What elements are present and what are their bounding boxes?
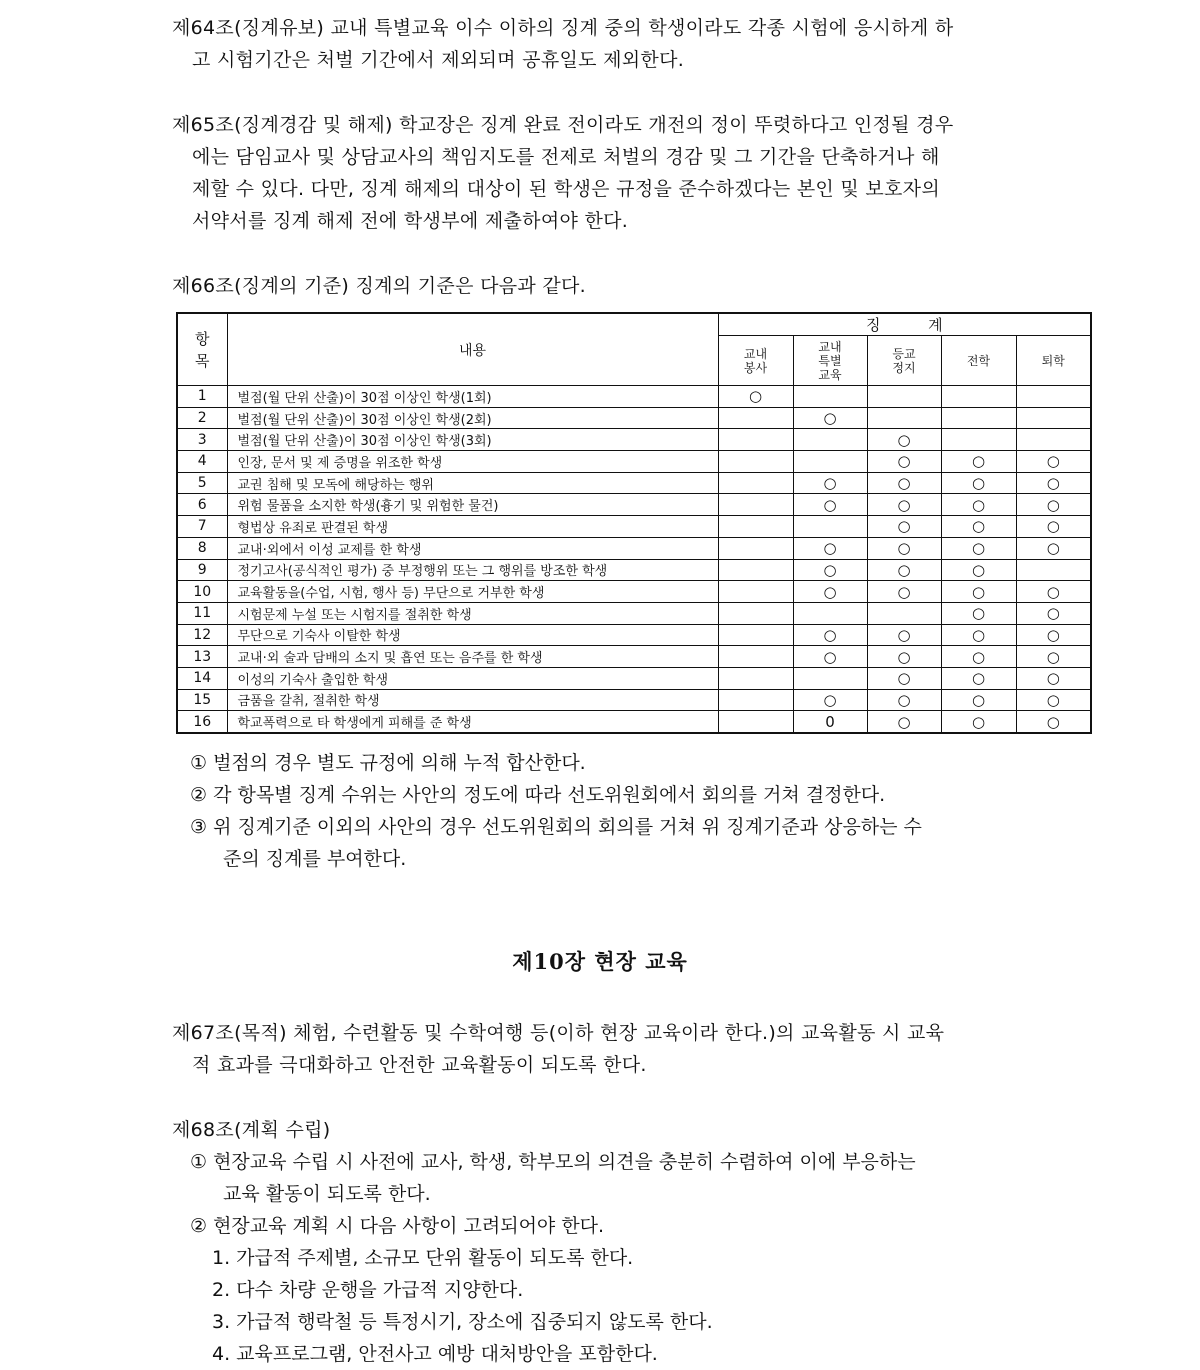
table-row: [177, 472, 1091, 494]
row-number: 14: [177, 667, 227, 689]
header-suspension: [867, 336, 941, 386]
article-68-clause-1-line-1: ① 현장교육 수립 시 사전에 교사, 학생, 학부모의 의견을 충분히 수렴하여 이에 부응하는: [190, 1151, 916, 1173]
table-row: [177, 429, 1091, 451]
table-row: [177, 581, 1091, 603]
note-1: ① 벌점의 경우 별도 규정에 의해 누적 합산한다.: [190, 752, 586, 774]
header-campus-service: [718, 336, 793, 386]
mark-transfer: ○: [941, 624, 1016, 646]
mark-campus-service: [718, 407, 793, 429]
table-row: [177, 559, 1091, 581]
table-row: [177, 407, 1091, 429]
header-special-education: [793, 336, 867, 386]
row-number: 1: [177, 386, 227, 408]
header-item-number: [177, 313, 227, 386]
article-67-line-1: 제67조(목적) 체험, 수련활동 및 수학여행 등(이하 현장 교육이라 한다.)의 교육활동 시 교육: [172, 1022, 945, 1044]
row-number: 5: [177, 472, 227, 494]
row-number: 12: [177, 624, 227, 646]
mark-transfer: ○: [941, 667, 1016, 689]
mark-campus-service: [718, 429, 793, 451]
note-3-line-2: 준의 징계를 부여한다.: [223, 848, 407, 870]
mark-suspension: ○: [867, 667, 941, 689]
row-content: 벌점(월 단위 산출)이 30점 이상인 학생(1회): [227, 386, 718, 408]
mark-suspension: ○: [867, 516, 941, 538]
article-65-line-4: 서약서를 징계 해제 전에 학생부에 제출하여야 한다.: [192, 210, 629, 232]
mark-special-education: [793, 429, 867, 451]
note-3-line-1: ③ 위 징계기준 이외의 사안의 경우 선도위원회의 회의를 거쳐 위 징계기준과 상응하는 수: [190, 816, 922, 838]
header-suspension-2: 정지: [892, 360, 916, 375]
row-number: 10: [177, 581, 227, 603]
note-2: ② 각 항목별 징계 수위는 사안의 정도에 따라 선도위원회에서 회의를 거쳐 결정한다.: [190, 784, 886, 806]
table-row: [177, 537, 1091, 559]
header-campus-service-1: 교내: [743, 346, 768, 361]
article-67-line-2: 적 효과를 극대화하고 안전한 교육활동이 되도록 한다.: [192, 1054, 647, 1076]
mark-special-education: 0: [793, 711, 867, 733]
article-68-items: [212, 1242, 713, 1370]
mark-expulsion: ○: [1016, 581, 1091, 603]
mark-campus-service: [718, 581, 793, 603]
mark-transfer: ○: [941, 537, 1016, 559]
table-row: [177, 646, 1091, 668]
mark-expulsion: ○: [1016, 646, 1091, 668]
mark-transfer: ○: [941, 711, 1016, 733]
row-number: 6: [177, 494, 227, 516]
table-row: [177, 602, 1091, 624]
header-campus-service-2: 봉사: [743, 360, 768, 375]
article-68-clause-2: ② 현장교육 계획 시 다음 사항이 고려되어야 한다.: [190, 1215, 605, 1237]
mark-suspension: ○: [867, 429, 941, 451]
mark-special-education: ○: [793, 537, 867, 559]
mark-campus-service: [718, 646, 793, 668]
mark-transfer: ○: [941, 472, 1016, 494]
article-64: [172, 12, 1030, 76]
mark-expulsion: ○: [1016, 602, 1091, 624]
header-transfer: 전학: [941, 336, 1016, 386]
mark-expulsion: ○: [1016, 624, 1091, 646]
mark-suspension: ○: [867, 494, 941, 516]
article-66: [172, 270, 1030, 302]
mark-special-education: [793, 602, 867, 624]
row-number: 2: [177, 407, 227, 429]
article-68-item-2: 2. 다수 차량 운행을 가급적 지양한다.: [212, 1279, 524, 1301]
row-content: 위험 물품을 소지한 학생(흉기 및 위험한 물건): [227, 494, 718, 516]
row-number: 7: [177, 516, 227, 538]
mark-suspension: ○: [867, 581, 941, 603]
row-content: 교내·외에서 이성 교제를 한 학생: [227, 537, 718, 559]
mark-suspension: ○: [867, 624, 941, 646]
mark-special-education: [793, 451, 867, 473]
mark-campus-service: ○: [718, 386, 793, 408]
mark-expulsion: [1016, 559, 1091, 581]
table-body: [177, 386, 1091, 734]
article-66-title: 제66조(징계의 기준) 징계의 기준은 다음과 같다.: [172, 275, 587, 297]
row-content: 벌점(월 단위 산출)이 30점 이상인 학생(2회): [227, 407, 718, 429]
row-content: 교권 침해 및 모독에 해당하는 행위: [227, 472, 718, 494]
mark-campus-service: [718, 689, 793, 711]
article-68-title: [172, 1114, 1030, 1146]
mark-suspension: [867, 407, 941, 429]
mark-campus-service: [718, 516, 793, 538]
table-row: [177, 494, 1091, 516]
chapter-title: 제10장 현장 교육: [512, 949, 688, 974]
mark-suspension: ○: [867, 689, 941, 711]
mark-transfer: ○: [941, 559, 1016, 581]
row-number: 16: [177, 711, 227, 733]
mark-suspension: ○: [867, 559, 941, 581]
row-number: 3: [177, 429, 227, 451]
table-row: [177, 516, 1091, 538]
mark-special-education: ○: [793, 559, 867, 581]
mark-transfer: ○: [941, 494, 1016, 516]
table-row: [177, 667, 1091, 689]
mark-special-education: ○: [793, 624, 867, 646]
article-68-title-text: 제68조(계획 수립): [172, 1119, 331, 1141]
mark-suspension: ○: [867, 711, 941, 733]
mark-expulsion: ○: [1016, 516, 1091, 538]
mark-transfer: [941, 407, 1016, 429]
article-65-line-1: 제65조(징계경감 및 해제) 학교장은 징계 완료 전이라도 개전의 정이 뚜렷하다고 인정될 경우: [172, 114, 954, 136]
mark-campus-service: [718, 667, 793, 689]
row-content: 교육활동을(수업, 시험, 행사 등) 무단으로 거부한 학생: [227, 581, 718, 603]
mark-expulsion: ○: [1016, 537, 1091, 559]
header-suspension-1: 등교: [892, 346, 916, 361]
mark-transfer: [941, 386, 1016, 408]
article-64-line-2: 고 시험기간은 처벌 기간에서 제외되며 공휴일도 제외한다.: [192, 49, 685, 71]
mark-special-education: ○: [793, 472, 867, 494]
mark-campus-service: [718, 711, 793, 733]
row-number: 9: [177, 559, 227, 581]
article-68-item-4: 4. 교육프로그램, 안전사고 예방 대처방안을 포함한다.: [212, 1343, 658, 1365]
mark-suspension: ○: [867, 451, 941, 473]
header-item-number-1: 항: [195, 329, 210, 348]
mark-campus-service: [718, 624, 793, 646]
table-row: [177, 386, 1091, 408]
table-row: [177, 451, 1091, 473]
table-header-row: [177, 313, 1091, 336]
row-number: 4: [177, 451, 227, 473]
row-content: 정기고사(공식적인 평가) 중 부정행위 또는 그 행위를 방조한 학생: [227, 559, 718, 581]
header-special-education-3: 교육: [818, 367, 842, 382]
mark-transfer: ○: [941, 689, 1016, 711]
mark-campus-service: [718, 451, 793, 473]
row-content: 금품을 갈취, 절취한 학생: [227, 689, 718, 711]
header-content: 내용: [227, 313, 718, 386]
row-number: 15: [177, 689, 227, 711]
article-68-item-1: 1. 가급적 주제별, 소규모 단위 활동이 되도록 한다.: [212, 1247, 634, 1269]
mark-suspension: [867, 602, 941, 624]
row-content: 형법상 유죄로 판결된 학생: [227, 516, 718, 538]
mark-campus-service: [718, 472, 793, 494]
article-68-clauses: [190, 1146, 916, 1242]
article-68-item-3: 3. 가급적 행락철 등 특정시기, 장소에 집중되지 않도록 한다.: [212, 1311, 713, 1333]
mark-expulsion: [1016, 386, 1091, 408]
mark-suspension: ○: [867, 537, 941, 559]
mark-transfer: ○: [941, 581, 1016, 603]
row-number: 8: [177, 537, 227, 559]
row-content: 시험문제 누설 또는 시험지를 절취한 학생: [227, 602, 718, 624]
row-content: 무단으로 기숙사 이탈한 학생: [227, 624, 718, 646]
mark-transfer: ○: [941, 602, 1016, 624]
mark-expulsion: [1016, 429, 1091, 451]
mark-expulsion: ○: [1016, 472, 1091, 494]
table-row: [177, 689, 1091, 711]
article-68-clause-1-line-2: 교육 활동이 되도록 한다.: [223, 1183, 431, 1205]
table-row: [177, 711, 1091, 733]
mark-campus-service: [718, 494, 793, 516]
discipline-criteria-table: [176, 312, 1092, 734]
row-content: 이성의 기숙사 출입한 학생: [227, 667, 718, 689]
mark-special-education: [793, 386, 867, 408]
row-content: 교내·외 술과 담배의 소지 및 흡연 또는 음주를 한 학생: [227, 646, 718, 668]
mark-suspension: ○: [867, 646, 941, 668]
header-expulsion: 퇴학: [1016, 336, 1091, 386]
row-content: 학교폭력으로 타 학생에게 피해를 준 학생: [227, 711, 718, 733]
article-67: [172, 1017, 1030, 1081]
header-special-education-1: 교내: [818, 339, 842, 354]
mark-expulsion: ○: [1016, 451, 1091, 473]
article-64-line-1: 제64조(징계유보) 교내 특별교육 이수 이하의 징계 중의 학생이라도 각종 시험에 응시하게 하: [172, 17, 954, 39]
mark-special-education: [793, 516, 867, 538]
row-content: 벌점(월 단위 산출)이 30점 이상인 학생(3회): [227, 429, 718, 451]
mark-expulsion: ○: [1016, 711, 1091, 733]
mark-expulsion: [1016, 407, 1091, 429]
mark-special-education: ○: [793, 407, 867, 429]
article-65-line-3: 제할 수 있다. 다만, 징계 해제의 대상이 된 학생은 규정을 준수하겠다는 본인 및 보호자의: [192, 178, 940, 200]
mark-special-education: ○: [793, 689, 867, 711]
mark-campus-service: [718, 602, 793, 624]
article-65: [172, 109, 1030, 237]
mark-campus-service: [718, 537, 793, 559]
mark-suspension: [867, 386, 941, 408]
mark-expulsion: ○: [1016, 689, 1091, 711]
row-number: 11: [177, 602, 227, 624]
row-content: 인장, 문서 및 제 증명을 위조한 학생: [227, 451, 718, 473]
mark-special-education: ○: [793, 646, 867, 668]
mark-transfer: ○: [941, 646, 1016, 668]
mark-campus-service: [718, 559, 793, 581]
mark-special-education: ○: [793, 494, 867, 516]
article-66-notes: [190, 747, 1030, 875]
header-discipline-group: 징 계: [718, 313, 1091, 336]
header-special-education-2: 특별: [818, 353, 842, 368]
mark-transfer: ○: [941, 516, 1016, 538]
table-row: [177, 624, 1091, 646]
mark-expulsion: ○: [1016, 667, 1091, 689]
article-65-line-2: 에는 담임교사 및 상담교사의 책임지도를 전제로 처벌의 경감 및 그 기간을 단축하거나 해: [192, 146, 940, 168]
mark-transfer: ○: [941, 451, 1016, 473]
mark-special-education: [793, 667, 867, 689]
mark-expulsion: ○: [1016, 494, 1091, 516]
mark-suspension: ○: [867, 472, 941, 494]
mark-special-education: ○: [793, 581, 867, 603]
header-item-number-2: 목: [195, 351, 210, 370]
row-number: 13: [177, 646, 227, 668]
mark-transfer: [941, 429, 1016, 451]
